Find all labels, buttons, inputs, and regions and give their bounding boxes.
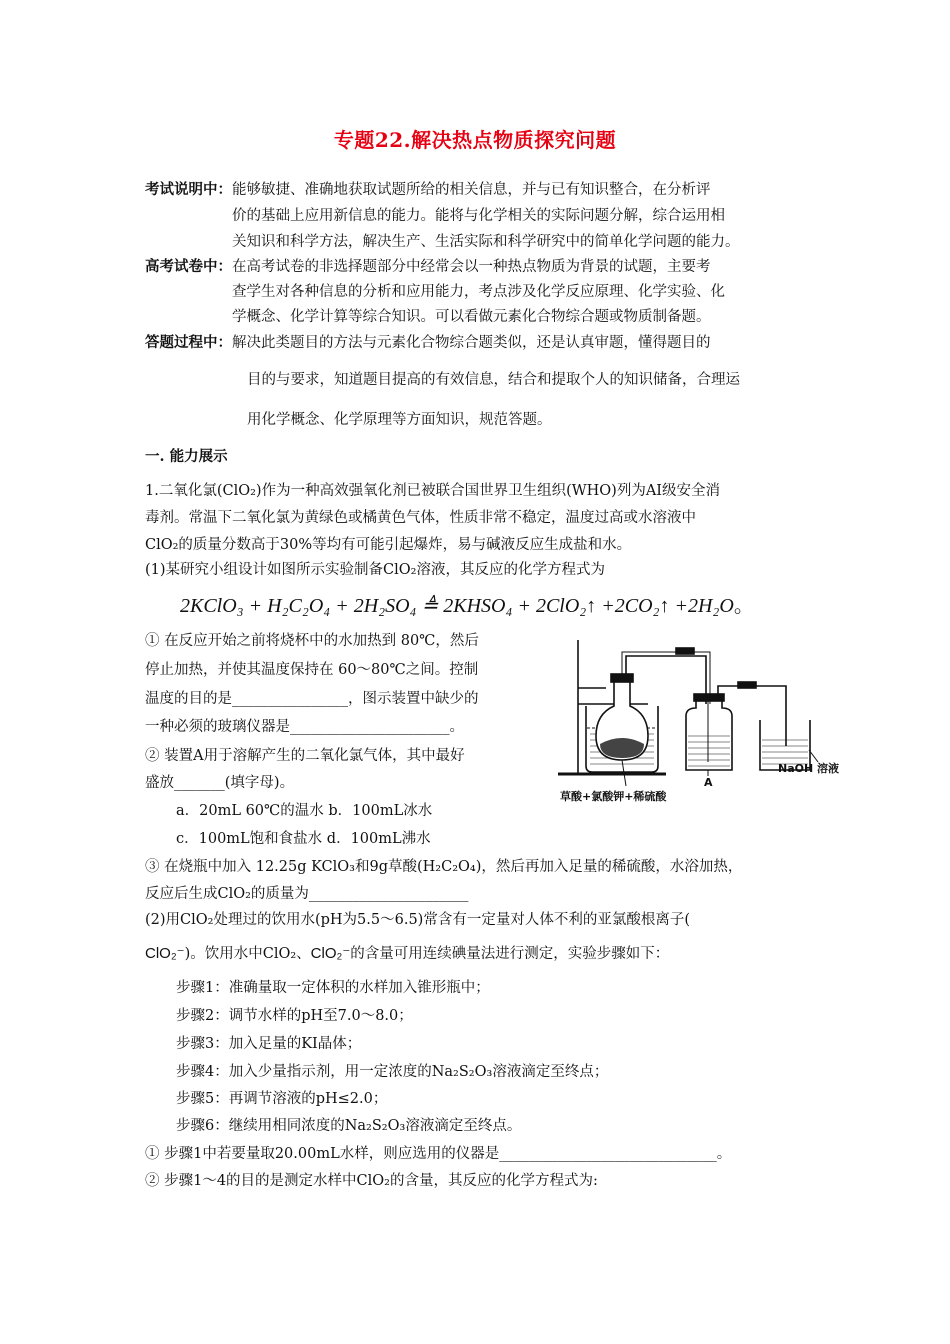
flask-liquid bbox=[600, 738, 644, 758]
q1-sub2-line-1: ② 装置A用于溶解产生的二氧化氯气体，其中最好 bbox=[145, 748, 465, 764]
bottle-a-liquid bbox=[688, 736, 730, 766]
step-2: 步骤2：调节水样的pH至7.0～8.0； bbox=[176, 1008, 413, 1024]
q1-sub1-line-4: 一种必须的玻璃仪器是______________________。 bbox=[145, 719, 464, 735]
reaction-equation-text: 2KClO₃ + H₂C₂O₄ + 2H₂SO₄ ≜ 2KHSO₄ + 2ClO₂↑ +2CO₂↑ +2H₂O bbox=[180, 595, 734, 617]
exam-desc-line-2: 价的基础上应用新信息的能力。能将与化学相关的实际问题分解，综合运用相 bbox=[232, 208, 725, 224]
q1-sub2-line-2: 盛放_______(填字母)。 bbox=[145, 775, 295, 791]
q1-sub3-line-2: 反应后生成ClO₂的质量为______________________ bbox=[145, 886, 469, 902]
q1-part2-line-2: ClO₂⁻)。饮用水中ClO₂、ClO₂⁻的含量可用连续碘量法进行测定，实验步骤如下： bbox=[145, 945, 670, 962]
gaokao-line-3: 学概念、化学计算等综合知识。可以看做元素化合物综合题或物质制备题。 bbox=[232, 309, 711, 325]
q1-sub1-line-1: ① 在反应开始之前将烧杯中的水加热到 80℃，然后 bbox=[145, 633, 479, 649]
q1-paragraph-line-2: 毒剂。常温下二氧化氯为黄绿色或橘黄色气体，性质非常不稳定，温度过高或水溶液中 bbox=[145, 510, 696, 526]
q1-sub1-line-3: 温度的目的是________________，图示装置中缺少的 bbox=[145, 691, 479, 707]
apparatus-diagram bbox=[556, 636, 852, 806]
bottle-a-label: A bbox=[704, 776, 713, 789]
flask-stopper bbox=[611, 674, 633, 682]
q2-sub1: ① 步骤1中若要量取20.00mL水样，则应选用的仪器是______________________________。 bbox=[145, 1146, 732, 1162]
exam-desc-label: 考试说明中： bbox=[145, 181, 232, 198]
bottle-a bbox=[686, 700, 732, 770]
step-4: 步骤4：加入少量指示剂，用一定浓度的Na₂S₂O₃溶液滴定至终点； bbox=[176, 1064, 609, 1080]
q2-sub2: ② 步骤1～4的目的是测定水样中ClO₂的含量，其反应的化学方程式为: bbox=[145, 1173, 598, 1189]
answer-line-2: 目的与要求，知道题目提高的有效信息，结合和提取个人的知识储备，合理运 bbox=[247, 372, 740, 388]
exam-desc-line-3: 关知识和科学方法，解决生产、生活实际和科学研究中的简单化学问题的能力。 bbox=[232, 234, 740, 250]
q1-sub3-line-1: ③ 在烧瓶中加入 12.25g KClO₃和9g草酸(H₂C₂O₄)，然后再加入足量的稀硫酸，水浴加热， bbox=[145, 859, 743, 875]
q1-paragraph-line-1: 1.二氧化氯(ClO₂)作为一种高效强氧化剂已被联合国世界卫生组织(WHO)列为AI级安全消 bbox=[145, 483, 721, 499]
reagent-caption: 草酸+氯酸钾+稀硫酸 bbox=[560, 790, 667, 803]
gaokao-line-1: 高考试卷中：在高考试卷的非选择题部分中经常会以一种热点物质为背景的试题，主要考 bbox=[145, 258, 711, 275]
option-line-1: a．20mL 60℃的温水 b．100mL冰水 bbox=[176, 803, 433, 819]
step-5: 步骤5：再调节溶液的pH≤2.0； bbox=[176, 1091, 388, 1107]
chlorite-ion-2: ClO₂⁻ bbox=[310, 945, 351, 962]
q1-sub1-line-2: 停止加热，并使其温度保持在 60～80℃之间。控制 bbox=[145, 662, 479, 678]
delivery-tube-2 bbox=[718, 686, 786, 746]
rubber-joint-1 bbox=[676, 648, 694, 654]
answer-line-3: 用化学概念、化学原理等方面知识，规范答题。 bbox=[247, 412, 552, 428]
page-title: 专题22.解决热点物质探究问题 bbox=[333, 128, 617, 152]
q1-part1-intro: (1)某研究小组设计如图所示实验制备ClO₂溶液，其反应的化学方程式为 bbox=[145, 562, 605, 578]
q1-part2-intro: (2)用ClO₂处理过的饮用水(pH为5.5～6.5)常含有一定量对人体不利的亚氯酸根离子( bbox=[145, 912, 690, 928]
naoh-caption: NaOH 溶液 bbox=[778, 762, 840, 775]
q1-paragraph-line-3: ClO₂的质量分数高于30%等均有可能引起爆炸，易与碱液反应生成盐和水。 bbox=[145, 537, 632, 553]
reaction-equation: 2KClO₃ + H₂C₂O₄ + 2H₂SO₄ ≜ 2KHSO₄ + 2ClO₂↑ +2CO₂↑ +2H₂O。 bbox=[180, 595, 754, 617]
step-6: 步骤6：继续用相同浓度的Na₂S₂O₃溶液滴定至终点。 bbox=[176, 1118, 522, 1134]
exam-desc-line-1: 考试说明中：能够敏捷、准确地获取试题所给的相关信息，并与已有知识整合，在分析评 bbox=[145, 181, 711, 198]
gaokao-label: 高考试卷中： bbox=[145, 258, 232, 275]
section-heading: 一. 能力展示 bbox=[145, 448, 228, 465]
naoh-liquid bbox=[762, 740, 808, 764]
gaokao-line-2: 查学生对各种信息的分析和应用能力，考点涉及化学反应原理、化学实验、化 bbox=[232, 284, 725, 300]
answer-label: 答题过程中： bbox=[145, 334, 232, 351]
bottle-a-stopper bbox=[694, 694, 724, 701]
step-1: 步骤1：准确量取一定体积的水样加入锥形瓶中； bbox=[176, 980, 490, 996]
step-3: 步骤3：加入足量的KI晶体； bbox=[176, 1036, 362, 1052]
answer-line-1: 答题过程中：解决此类题目的方法与元素化合物综合题类似，还是认真审题，懂得题目的 bbox=[145, 334, 711, 351]
chlorite-ion: ClO₂⁻ bbox=[145, 945, 185, 962]
option-line-2: c．100mL饱和食盐水 d．100mL沸水 bbox=[176, 831, 431, 847]
rubber-joint-2 bbox=[738, 682, 756, 688]
